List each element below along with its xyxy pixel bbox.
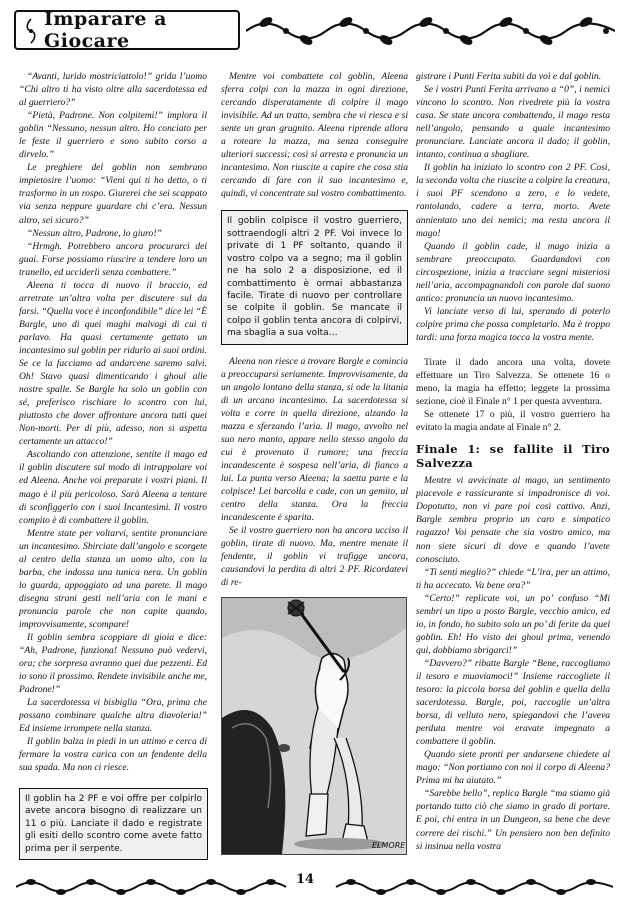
paragraph: “Pietà, Padrone. Non colpitemi!” implora il goblin “Nessuno, nessun altro. Ho conciato per le feste il guerriero e sono subito corso a dirvelo.” — [19, 110, 207, 161]
paragraph: Quando il goblin cade, il mago inizia a sembrare preoccupato. Guardandovi con circospezione, inizia a tracciare segni misteriosi nell’aria, accompagnandoli con parole dal suono antico: pronuncia un nuovo incantesimo. — [416, 240, 610, 304]
column-2 — [221, 70, 408, 859]
paragraph: Mentre state per voltarvi, sentite pronunciare un incantesimo. Sbirciate dall’angolo e scorgete al centro della stanza un uomo alto, con la barba, che indossa una tunica nera. Un goblin lo guarda, appoggiato ad una parete. Il mago disegna strani gesti nell’aria con le mani e pronuncia parole che non capite quando, improvvisamente, scompare! — [19, 527, 207, 630]
paragraph: “Sarebbe bello”, replica Bargle “ma stiamo già portando tutto ciò che siamo in grado di portare. E poi, chi entra in un Dungeon, sa bene che deve correre dei rischi.” Un pensiero non ben definito si insinua nella vostra — [416, 788, 610, 852]
paragraph: Se ottenete 17 o più, il vostro guerriero ha evitato la magia andate al Finale n° 2. — [416, 409, 610, 434]
illustration-priestess-and-mage — [221, 597, 407, 855]
paragraph: “Davvero?” ribatte Bargle “Bene, raccogliamo il tesoro e muoviamoci!” Insieme raccogliete il tesoro: la piccola borsa del goblin e quella della sacerdotessa. Bargle, poi, raccoglie un’altra borsa, di velluto nero, spiegandovi che l’aveva perduta mentre voi eravate impegnato a combattere il goblin. — [416, 657, 610, 748]
paragraph: Vi lanciate verso di lui, sperando di poterlo colpire prima che possa completarlo. Ma è troppo tardi: una forza magica tocca la vostra mente. — [416, 305, 610, 343]
paragraph: Aleena ti tocca di nuovo il braccio, ed arretrate un’altra volta per discutere sul da farsi. “Quella voce è inconfondibile” dice lei “È Bargle, uno di quei maghi malvagi di cui ti parlavo. Ha quasi certamente gettato un incantesimo sul goblin per ridurlo ai suoi ordini. Se ce la facciamo ad andarcene saremo salvi. Oh! Stavo quasi dimenticando i ghoul alle nostre spalle. Se Bargle ha solo un goblin con sé, preferisco rischiare lo scontro con lui, piuttosto che dover affrontare ancora tutti quei Non-morti. Per di più, adesso, non si aspetta certamente un attacco!” — [19, 279, 207, 448]
column-1 — [19, 70, 207, 775]
paragraph: “Certo!” replicate voi, un po’ confuso “Mi sembri un tipo a posto Bargle, vecchio amico, ed io, in fondo, ho subito solo un po’ di ferite da quel goblin. Eh! Ho visto dei ghoul prima, venendo qui, dobbiamo sbrigarci!” — [416, 592, 610, 656]
paragraph: Il goblin balza in piedi in un attimo e cerca di fermare la vostra carica con un fendente della sua spada. Ma non ci riesce. — [19, 736, 207, 774]
title-box — [14, 10, 240, 50]
ornament-icon — [24, 18, 38, 44]
paragraph: “Hrmgh. Potrebbero ancora procurarci dei guai. Forse possiamo riuscire a tendere loro un tranello, ed ucciderli senza combattere.” — [19, 240, 207, 278]
column-3 — [416, 70, 610, 853]
footer-vine-ornament — [16, 876, 613, 898]
paragraph: “Avanti, lurido mostriciattolo!” grida l’uomo “Chi altro ti ha visto oltre alla sacerdotessa ed al guerriero?” — [19, 71, 207, 109]
rules-box-2: Il goblin colpisce il vostro guerriero, sottraendogli altri 2 PF. Voi invece lo private di 1 PF soltanto, quando il vostro colpo va a segno; ma il goblin ne ha solo 2 a disposizione, ed il combattimento è ormai abbastanza facile. Tirate di nuovo per controllare se colpite il goblin. Se mancate il colpo il goblin tenta ancora di colpirvi, ma sbaglia a sua volta… — [221, 210, 408, 344]
page-header — [14, 10, 615, 54]
paragraph: Mentre vi avvicinate al mago, un sentimento piacevole e rassicurante si impadronisce di voi. Dopotutto, non vi pare poi così cattivo. Anzi, Bargle sembra proprio un caro e simpatico ragazzo! Voi pensate che sia vostro amico, ma non siete sicuri di dove e quando l’avete conosciuto. — [416, 475, 610, 565]
paragraph: “Nessun altro, Padrone, lo giuro!” — [27, 227, 162, 239]
paragraph: Se il vostro guerriero non ha ancora ucciso il goblin, tirate di nuovo. Ma, mentre menate il fendente, il goblin vi trafigge ancora, causandovi la perdita di altri 2 PF. Ricordatevi di re- — [221, 525, 408, 589]
paragraph: Se i vostri Punti Ferita arrivano a “0”, i nemici vincono lo scontro. Non rivedrete più la vostra casa. Se state ancora combattendo, il mago resta nell’angolo, pensando a quale incantesimo pronunciare. Lanciate ancora il dado; il goblin, intanto, continua a sbagliare. — [416, 84, 610, 161]
paragraph: Tirate il dado ancora una volta, dovete effettuare un Tiro Salvezza. Se ottenete 16 o meno, la magia ha effetto; leggete la prossima sezione, cioè il Finale n° 1 per questa avventura. — [416, 356, 610, 408]
paragraph: “Ti senti meglio?” chiede “L’ira, per un attimo, ti ha accecato. Va bene ora?” — [416, 566, 610, 591]
paragraph: gistrare i Punti Ferita subiti da voi e dal goblin. — [416, 71, 602, 82]
paragraph: La sacerdotessa vi bisbiglia “Ora, prima che possano combinare qualche altra diavoleria!” Ed insieme irrompete nella stanza. — [19, 697, 207, 735]
section-heading: Finale 1: se fallite il Tiro Salvezza — [416, 442, 610, 471]
paragraph: Mentre voi combattete col goblin, Aleena sferra colpi con la mazza in ogni direzione, cercando disperatamente di colpire il mago invisibile. Ad un tratto, sembra che vi riesca e si sente un gran grugnito. Aleena riprende allora a roteare la mazza, ma senza conseguire ulteriori successi; così si arresta e pronuncia un incantesimo. Non riuscite a capire che cosa stia cercando di fare con il suo incantesimo e, quindi, vi concentrate sul vostro combattimento. — [221, 71, 408, 200]
page-title: Imparare a Giocare — [44, 8, 167, 52]
paragraph: Il goblin sembra scoppiare di gioia e dice: “Ah, Padrone, funziona! Nessuno può vedervi, ora; che sorpresa avranno quei due pezzenti. Ed io sono il prossimo. Rendete invisibile anche me, Padrone!” — [19, 632, 207, 696]
paragraph: Ascoltando con attenzione, sentite il mago ed il goblin discutere sul modo di intrappolare voi ed Aleena. Anche voi preparate i vostri piani. Il mago è il più pericoloso. Sarà Aleena a tentare di sconfiggerlo con i suoi Incantesimi. Il vostro compito è di combattere il goblin. — [19, 449, 207, 526]
paragraph: Il goblin ha iniziato lo scontro con 2 PF. Così, la seconda volta che riuscite a colpire la creatura, i suoi PF scendono a zero, e lo vedete, rantolando, cadere a terra, morto. Avete annientato uno dei nemici; ma resta ancora il mago! — [416, 162, 610, 239]
paragraph: Quando siete pronti per andarsene chiedete al mago: “Non portiamo con noi il corpo di Aleena? Prima mi ha aiutato.” — [416, 749, 610, 787]
illustration-signature: ELMORE — [372, 841, 406, 851]
paragraph: Aleena non riesce a trovare Bargle e comincia a preoccuparsi seriamente. Improvvisamente, da un angolo lontano della stanza, si ode la litania di un arcano incantesimo. La sacerdotessa si volta e corre in quella direzione, alzando la mazza e sferzando l’aria. Il mago, avvolto nel suo nero manto, appare nello stesso angolo da cui è provenuto il rumore; una freccia incandescente è sospesa nell’aria, di fianco a lui. La punta verso Aleena; la saetta parte e la colpisce! Lei barcolla e cade, con un gemito, al centro della stanza. Ora la freccia incandescente è sparita. — [221, 355, 408, 524]
rules-box-1: Il goblin ha 2 PF e voi offre per colpirlo avete ancora bisogno di realizzare un 11 o più. Lanciate il dado e registrate gli esiti dello scontro come avete fatto prima per il serpente. — [19, 788, 208, 860]
paragraph: Le preghiere del goblin non sembrano impietosire l’uomo: “Vieni qui ti ho detto, o ti trasformo in un rospo. Giurerei che sei scappato via senza neppure guardare chi c’era. Nessun altro, sei sicuro?” — [19, 162, 207, 226]
header-vine-ornament — [246, 12, 615, 50]
page-number: 14 — [296, 872, 315, 887]
